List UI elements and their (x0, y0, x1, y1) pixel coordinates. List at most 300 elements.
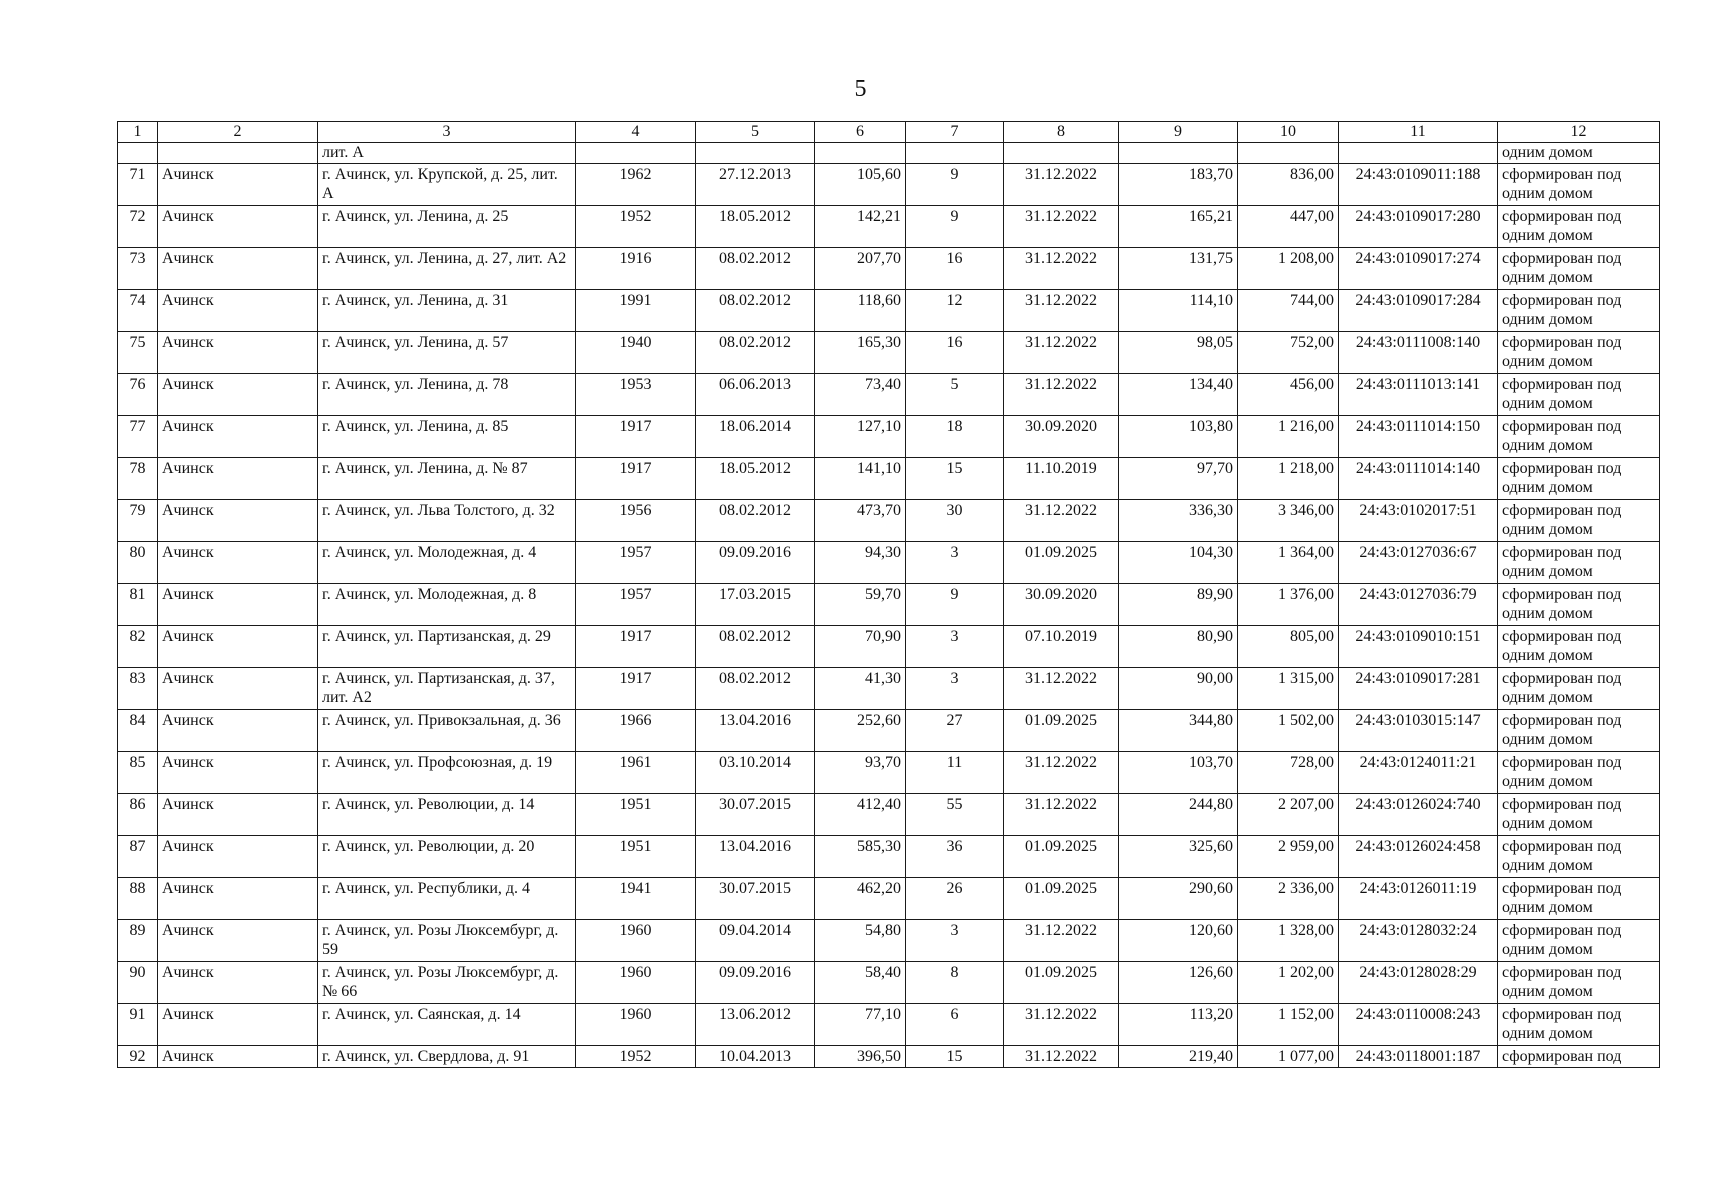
note-cell: сформирован под одним домом (1498, 374, 1660, 416)
area2-cell: 89,90 (1119, 584, 1238, 626)
table-row (118, 416, 1660, 458)
area2-cell: 103,70 (1119, 752, 1238, 794)
note-cell: сформирован под (1498, 1046, 1660, 1068)
city-cell: Ачинск (158, 836, 318, 878)
table-row (118, 794, 1660, 836)
row-number: 81 (118, 584, 158, 626)
address-cell: г. Ачинск, ул. Розы Люксембург, д. 59 (318, 920, 576, 962)
table-row (118, 164, 1660, 206)
col-header-8: 8 (1004, 122, 1119, 143)
land-area-cell: 1 502,00 (1238, 710, 1339, 752)
cadastre-cell: 24:43:0103015:147 (1339, 710, 1498, 752)
area-cell: 118,60 (815, 290, 906, 332)
date-cell: 08.02.2012 (696, 668, 815, 710)
people-cell: 11 (906, 752, 1004, 794)
area-cell: 165,30 (815, 332, 906, 374)
land-area-cell: 447,00 (1238, 206, 1339, 248)
land-area-cell: 752,00 (1238, 332, 1339, 374)
year-cell: 1966 (576, 710, 696, 752)
col-header-9: 9 (1119, 122, 1238, 143)
area-cell: 59,70 (815, 584, 906, 626)
table-row (118, 1004, 1660, 1046)
year-cell: 1951 (576, 794, 696, 836)
note-cell: сформирован под одним домом (1498, 290, 1660, 332)
date-cell: 09.09.2016 (696, 542, 815, 584)
land-area-cell: 3 346,00 (1238, 500, 1339, 542)
date-cell: 27.12.2013 (696, 164, 815, 206)
note-cell: сформирован под одним домом (1498, 836, 1660, 878)
date-cell: 18.05.2012 (696, 206, 815, 248)
cadastre-cell: 24:43:0128032:24 (1339, 920, 1498, 962)
continuation-row (118, 143, 1660, 164)
address-cell: г. Ачинск, ул. Революции, д. 14 (318, 794, 576, 836)
address-cell: г. Ачинск, ул. Молодежная, д. 8 (318, 584, 576, 626)
land-area-cell: 1 364,00 (1238, 542, 1339, 584)
year-cell: 1917 (576, 416, 696, 458)
note-cell: сформирован под одним домом (1498, 584, 1660, 626)
year-cell: 1991 (576, 290, 696, 332)
year-cell: 1953 (576, 374, 696, 416)
deadline-cell: 07.10.2019 (1004, 626, 1119, 668)
area-cell: 142,21 (815, 206, 906, 248)
area2-cell: 98,05 (1119, 332, 1238, 374)
row-number: 82 (118, 626, 158, 668)
year-cell: 1951 (576, 836, 696, 878)
deadline-cell: 31.12.2022 (1004, 1046, 1119, 1068)
land-area-cell: 1 216,00 (1238, 416, 1339, 458)
land-area-cell: 728,00 (1238, 752, 1339, 794)
people-cell: 26 (906, 878, 1004, 920)
note-cell: сформирован под одним домом (1498, 164, 1660, 206)
deadline-cell: 11.10.2019 (1004, 458, 1119, 500)
continuation-address: лит. А (318, 143, 576, 164)
col-header-11: 11 (1339, 122, 1498, 143)
area-cell: 77,10 (815, 1004, 906, 1046)
area2-cell: 290,60 (1119, 878, 1238, 920)
address-cell: г. Ачинск, ул. Профсоюзная, д. 19 (318, 752, 576, 794)
area-cell: 396,50 (815, 1046, 906, 1068)
note-cell: сформирован под одним домом (1498, 206, 1660, 248)
city-cell: Ачинск (158, 794, 318, 836)
date-cell: 08.02.2012 (696, 248, 815, 290)
area-cell: 473,70 (815, 500, 906, 542)
row-number: 83 (118, 668, 158, 710)
year-cell: 1960 (576, 1004, 696, 1046)
city-cell: Ачинск (158, 1046, 318, 1068)
area-cell: 41,30 (815, 668, 906, 710)
date-cell: 18.06.2014 (696, 416, 815, 458)
deadline-cell: 31.12.2022 (1004, 248, 1119, 290)
column-number-header-row (118, 122, 1660, 143)
address-cell: г. Ачинск, ул. Привокзальная, д. 36 (318, 710, 576, 752)
table-row (118, 878, 1660, 920)
city-cell: Ачинск (158, 332, 318, 374)
date-cell: 03.10.2014 (696, 752, 815, 794)
cadastre-cell: 24:43:0118001:187 (1339, 1046, 1498, 1068)
cadastre-cell: 24:43:0109017:280 (1339, 206, 1498, 248)
people-cell: 27 (906, 710, 1004, 752)
city-cell: Ачинск (158, 290, 318, 332)
table-row (118, 626, 1660, 668)
note-cell: сформирован под одним домом (1498, 710, 1660, 752)
cadastre-cell: 24:43:0109017:284 (1339, 290, 1498, 332)
note-cell: сформирован под одним домом (1498, 500, 1660, 542)
area-cell: 207,70 (815, 248, 906, 290)
address-cell: г. Ачинск, ул. Льва Толстого, д. 32 (318, 500, 576, 542)
row-number: 76 (118, 374, 158, 416)
row-number: 92 (118, 1046, 158, 1068)
note-cell: сформирован под одним домом (1498, 1004, 1660, 1046)
note-cell: сформирован под одним домом (1498, 668, 1660, 710)
city-cell: Ачинск (158, 878, 318, 920)
city-cell: Ачинск (158, 206, 318, 248)
area-cell: 141,10 (815, 458, 906, 500)
housing-register-table (117, 121, 1660, 1068)
land-area-cell: 805,00 (1238, 626, 1339, 668)
cadastre-cell: 24:43:0126024:740 (1339, 794, 1498, 836)
area-cell: 93,70 (815, 752, 906, 794)
people-cell: 18 (906, 416, 1004, 458)
land-area-cell: 1 315,00 (1238, 668, 1339, 710)
address-cell: г. Ачинск, ул. Республики, д. 4 (318, 878, 576, 920)
deadline-cell: 31.12.2022 (1004, 164, 1119, 206)
area-cell: 252,60 (815, 710, 906, 752)
date-cell: 09.09.2016 (696, 962, 815, 1004)
cadastre-cell: 24:43:0109017:281 (1339, 668, 1498, 710)
city-cell: Ачинск (158, 1004, 318, 1046)
row-number: 84 (118, 710, 158, 752)
people-cell: 16 (906, 248, 1004, 290)
area-cell: 105,60 (815, 164, 906, 206)
area-cell: 94,30 (815, 542, 906, 584)
table-body (118, 143, 1660, 1068)
people-cell: 15 (906, 1046, 1004, 1068)
people-cell: 6 (906, 1004, 1004, 1046)
area2-cell: 344,80 (1119, 710, 1238, 752)
people-cell: 16 (906, 332, 1004, 374)
area2-cell: 244,80 (1119, 794, 1238, 836)
row-number: 91 (118, 1004, 158, 1046)
area2-cell: 97,70 (1119, 458, 1238, 500)
cadastre-cell: 24:43:0109017:274 (1339, 248, 1498, 290)
city-cell: Ачинск (158, 374, 318, 416)
cadastre-cell: 24:43:0111014:150 (1339, 416, 1498, 458)
address-cell: г. Ачинск, ул. Розы Люксембург, д. № 66 (318, 962, 576, 1004)
col-header-4: 4 (576, 122, 696, 143)
city-cell: Ачинск (158, 416, 318, 458)
row-number: 80 (118, 542, 158, 584)
row-number: 85 (118, 752, 158, 794)
deadline-cell: 30.09.2020 (1004, 416, 1119, 458)
area2-cell: 80,90 (1119, 626, 1238, 668)
area2-cell: 126,60 (1119, 962, 1238, 1004)
area-cell: 585,30 (815, 836, 906, 878)
address-cell: г. Ачинск, ул. Ленина, д. 25 (318, 206, 576, 248)
land-area-cell: 1 152,00 (1238, 1004, 1339, 1046)
col-header-2: 2 (158, 122, 318, 143)
land-area-cell: 1 202,00 (1238, 962, 1339, 1004)
table-row (118, 1046, 1660, 1068)
area2-cell: 325,60 (1119, 836, 1238, 878)
people-cell: 3 (906, 668, 1004, 710)
land-area-cell: 1 208,00 (1238, 248, 1339, 290)
note-cell: сформирован под одним домом (1498, 878, 1660, 920)
area2-cell: 183,70 (1119, 164, 1238, 206)
address-cell: г. Ачинск, ул. Ленина, д. 78 (318, 374, 576, 416)
row-number: 77 (118, 416, 158, 458)
city-cell: Ачинск (158, 500, 318, 542)
table-row (118, 752, 1660, 794)
cadastre-cell: 24:43:0126011:19 (1339, 878, 1498, 920)
land-area-cell: 456,00 (1238, 374, 1339, 416)
year-cell: 1940 (576, 332, 696, 374)
people-cell: 15 (906, 458, 1004, 500)
row-number: 74 (118, 290, 158, 332)
note-cell: сформирован под одним домом (1498, 920, 1660, 962)
area-cell: 73,40 (815, 374, 906, 416)
cadastre-cell: 24:43:0111014:140 (1339, 458, 1498, 500)
people-cell: 3 (906, 626, 1004, 668)
deadline-cell: 31.12.2022 (1004, 668, 1119, 710)
cadastre-cell: 24:43:0111013:141 (1339, 374, 1498, 416)
people-cell: 30 (906, 500, 1004, 542)
note-cell: сформирован под одним домом (1498, 752, 1660, 794)
people-cell: 9 (906, 584, 1004, 626)
deadline-cell: 30.09.2020 (1004, 584, 1119, 626)
date-cell: 13.04.2016 (696, 836, 815, 878)
year-cell: 1952 (576, 206, 696, 248)
row-number: 72 (118, 206, 158, 248)
year-cell: 1917 (576, 668, 696, 710)
address-cell: г. Ачинск, ул. Партизанская, д. 29 (318, 626, 576, 668)
row-number: 73 (118, 248, 158, 290)
land-area-cell: 2 336,00 (1238, 878, 1339, 920)
address-cell: г. Ачинск, ул. Ленина, д. 85 (318, 416, 576, 458)
city-cell: Ачинск (158, 626, 318, 668)
year-cell: 1917 (576, 458, 696, 500)
city-cell: Ачинск (158, 962, 318, 1004)
table-row (118, 542, 1660, 584)
deadline-cell: 01.09.2025 (1004, 836, 1119, 878)
continuation-note: одним домом (1498, 143, 1660, 164)
table-row (118, 458, 1660, 500)
area2-cell: 104,30 (1119, 542, 1238, 584)
col-header-12: 12 (1498, 122, 1660, 143)
year-cell: 1956 (576, 500, 696, 542)
note-cell: сформирован под одним домом (1498, 962, 1660, 1004)
date-cell: 08.02.2012 (696, 500, 815, 542)
area2-cell: 90,00 (1119, 668, 1238, 710)
city-cell: Ачинск (158, 668, 318, 710)
area2-cell: 131,75 (1119, 248, 1238, 290)
row-number: 89 (118, 920, 158, 962)
area-cell: 54,80 (815, 920, 906, 962)
row-number: 71 (118, 164, 158, 206)
table-row (118, 248, 1660, 290)
cadastre-cell: 24:43:0127036:79 (1339, 584, 1498, 626)
note-cell: сформирован под одним домом (1498, 626, 1660, 668)
table-row (118, 710, 1660, 752)
deadline-cell: 31.12.2022 (1004, 794, 1119, 836)
deadline-cell: 31.12.2022 (1004, 290, 1119, 332)
area2-cell: 113,20 (1119, 1004, 1238, 1046)
page-number: 5 (854, 76, 867, 102)
cadastre-cell: 24:43:0128028:29 (1339, 962, 1498, 1004)
date-cell: 13.06.2012 (696, 1004, 815, 1046)
row-number: 75 (118, 332, 158, 374)
people-cell: 8 (906, 962, 1004, 1004)
date-cell: 09.04.2014 (696, 920, 815, 962)
row-number: 87 (118, 836, 158, 878)
address-cell: г. Ачинск, ул. Крупской, д. 25, лит. А (318, 164, 576, 206)
area2-cell: 165,21 (1119, 206, 1238, 248)
area2-cell: 114,10 (1119, 290, 1238, 332)
land-area-cell: 2 959,00 (1238, 836, 1339, 878)
date-cell: 30.07.2015 (696, 794, 815, 836)
col-header-7: 7 (906, 122, 1004, 143)
note-cell: сформирован под одним домом (1498, 794, 1660, 836)
deadline-cell: 01.09.2025 (1004, 878, 1119, 920)
area-cell: 70,90 (815, 626, 906, 668)
table-row (118, 962, 1660, 1004)
people-cell: 12 (906, 290, 1004, 332)
area-cell: 58,40 (815, 962, 906, 1004)
table-row (118, 332, 1660, 374)
year-cell: 1960 (576, 962, 696, 1004)
land-area-cell: 744,00 (1238, 290, 1339, 332)
deadline-cell: 31.12.2022 (1004, 332, 1119, 374)
area-cell: 462,20 (815, 878, 906, 920)
row-number: 79 (118, 500, 158, 542)
area2-cell: 120,60 (1119, 920, 1238, 962)
area2-cell: 219,40 (1119, 1046, 1238, 1068)
year-cell: 1916 (576, 248, 696, 290)
date-cell: 17.03.2015 (696, 584, 815, 626)
row-number: 90 (118, 962, 158, 1004)
table-row (118, 206, 1660, 248)
year-cell: 1961 (576, 752, 696, 794)
address-cell: г. Ачинск, ул. Революции, д. 20 (318, 836, 576, 878)
cadastre-cell: 24:43:0111008:140 (1339, 332, 1498, 374)
area-cell: 127,10 (815, 416, 906, 458)
date-cell: 30.07.2015 (696, 878, 815, 920)
table-row (118, 668, 1660, 710)
deadline-cell: 31.12.2022 (1004, 374, 1119, 416)
city-cell: Ачинск (158, 710, 318, 752)
row-number: 88 (118, 878, 158, 920)
date-cell: 13.04.2016 (696, 710, 815, 752)
land-area-cell: 1 218,00 (1238, 458, 1339, 500)
cadastre-cell: 24:43:0126024:458 (1339, 836, 1498, 878)
land-area-cell: 1 077,00 (1238, 1046, 1339, 1068)
address-cell: г. Ачинск, ул. Ленина, д. 27, лит. А2 (318, 248, 576, 290)
year-cell: 1917 (576, 626, 696, 668)
table-row (118, 836, 1660, 878)
col-header-6: 6 (815, 122, 906, 143)
deadline-cell: 01.09.2025 (1004, 542, 1119, 584)
address-cell: г. Ачинск, ул. Саянская, д. 14 (318, 1004, 576, 1046)
deadline-cell: 01.09.2025 (1004, 710, 1119, 752)
city-cell: Ачинск (158, 542, 318, 584)
year-cell: 1952 (576, 1046, 696, 1068)
cadastre-cell: 24:43:0102017:51 (1339, 500, 1498, 542)
row-number: 78 (118, 458, 158, 500)
deadline-cell: 31.12.2022 (1004, 752, 1119, 794)
deadline-cell: 31.12.2022 (1004, 1004, 1119, 1046)
area2-cell: 336,30 (1119, 500, 1238, 542)
note-cell: сформирован под одним домом (1498, 416, 1660, 458)
people-cell: 36 (906, 836, 1004, 878)
address-cell: г. Ачинск, ул. Ленина, д. 57 (318, 332, 576, 374)
note-cell: сформирован под одним домом (1498, 458, 1660, 500)
year-cell: 1957 (576, 542, 696, 584)
people-cell: 3 (906, 542, 1004, 584)
address-cell: г. Ачинск, ул. Ленина, д. № 87 (318, 458, 576, 500)
address-cell: г. Ачинск, ул. Свердлова, д. 91 (318, 1046, 576, 1068)
date-cell: 08.02.2012 (696, 290, 815, 332)
table-row (118, 290, 1660, 332)
people-cell: 9 (906, 164, 1004, 206)
year-cell: 1960 (576, 920, 696, 962)
deadline-cell: 31.12.2022 (1004, 500, 1119, 542)
year-cell: 1957 (576, 584, 696, 626)
note-cell: сформирован под одним домом (1498, 542, 1660, 584)
date-cell: 10.04.2013 (696, 1046, 815, 1068)
cadastre-cell: 24:43:0109011:188 (1339, 164, 1498, 206)
row-number: 86 (118, 794, 158, 836)
city-cell: Ачинск (158, 584, 318, 626)
deadline-cell: 31.12.2022 (1004, 920, 1119, 962)
address-cell: г. Ачинск, ул. Партизанская, д. 37, лит. А2 (318, 668, 576, 710)
col-header-5: 5 (696, 122, 815, 143)
date-cell: 08.02.2012 (696, 332, 815, 374)
cadastre-cell: 24:43:0110008:243 (1339, 1004, 1498, 1046)
city-cell: Ачинск (158, 458, 318, 500)
date-cell: 06.06.2013 (696, 374, 815, 416)
date-cell: 18.05.2012 (696, 458, 815, 500)
cadastre-cell: 24:43:0109010:151 (1339, 626, 1498, 668)
city-cell: Ачинск (158, 248, 318, 290)
city-cell: Ачинск (158, 164, 318, 206)
address-cell: г. Ачинск, ул. Молодежная, д. 4 (318, 542, 576, 584)
col-header-1: 1 (118, 122, 158, 143)
year-cell: 1962 (576, 164, 696, 206)
table-row (118, 374, 1660, 416)
note-cell: сформирован под одним домом (1498, 332, 1660, 374)
area2-cell: 103,80 (1119, 416, 1238, 458)
land-area-cell: 1 328,00 (1238, 920, 1339, 962)
people-cell: 5 (906, 374, 1004, 416)
area2-cell: 134,40 (1119, 374, 1238, 416)
people-cell: 9 (906, 206, 1004, 248)
date-cell: 08.02.2012 (696, 626, 815, 668)
area-cell: 412,40 (815, 794, 906, 836)
city-cell: Ачинск (158, 752, 318, 794)
deadline-cell: 31.12.2022 (1004, 206, 1119, 248)
table-row (118, 920, 1660, 962)
cadastre-cell: 24:43:0127036:67 (1339, 542, 1498, 584)
land-area-cell: 836,00 (1238, 164, 1339, 206)
land-area-cell: 2 207,00 (1238, 794, 1339, 836)
year-cell: 1941 (576, 878, 696, 920)
table-row (118, 584, 1660, 626)
table-row (118, 500, 1660, 542)
address-cell: г. Ачинск, ул. Ленина, д. 31 (318, 290, 576, 332)
people-cell: 3 (906, 920, 1004, 962)
people-cell: 55 (906, 794, 1004, 836)
land-area-cell: 1 376,00 (1238, 584, 1339, 626)
cadastre-cell: 24:43:0124011:21 (1339, 752, 1498, 794)
